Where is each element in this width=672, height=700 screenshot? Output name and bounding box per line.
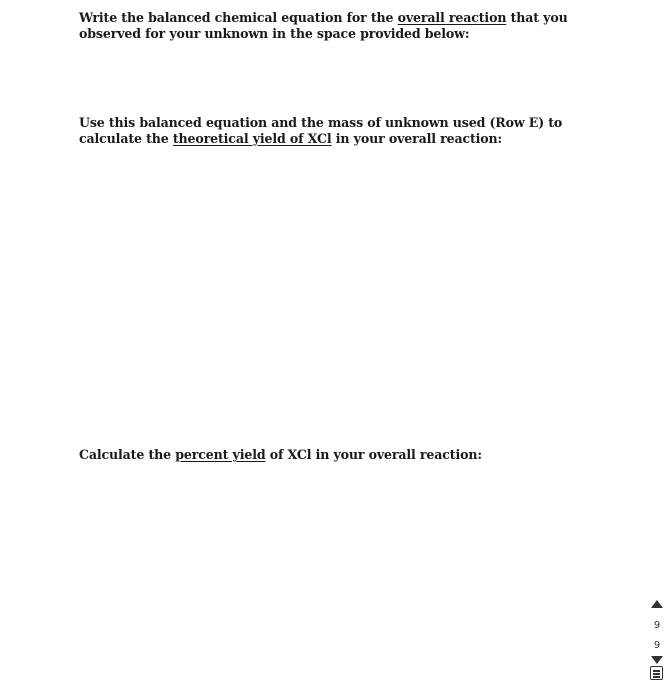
underlined-term: theoretical yield of XCl [172, 130, 332, 146]
question-text: Use this balanced equation and the mass of unknown used (Row E) to calculate the [79, 115, 563, 146]
triangle-down-icon[interactable] [651, 656, 663, 664]
question-text: that you observed for your unknown in the space provided below: [79, 10, 568, 41]
question-overall-reaction [79, 10, 609, 41]
side-number-bottom: 9 [653, 640, 661, 651]
question-percent-yield [79, 447, 609, 463]
question-text: of XCl in your overall reaction: [265, 447, 482, 462]
side-controls [648, 600, 666, 684]
underlined-term: overall reaction [397, 10, 507, 25]
question-text: Write the balanced chemical equation for the [79, 10, 398, 25]
triangle-up-icon[interactable] [651, 600, 663, 608]
question-text: in your overall reaction: [331, 130, 503, 146]
list-grip-icon[interactable] [650, 666, 663, 680]
side-number-top: 9 [653, 620, 661, 631]
underlined-term: percent yield [175, 447, 266, 462]
question-text: Calculate the [79, 447, 176, 462]
question-theoretical-yield [79, 115, 609, 146]
